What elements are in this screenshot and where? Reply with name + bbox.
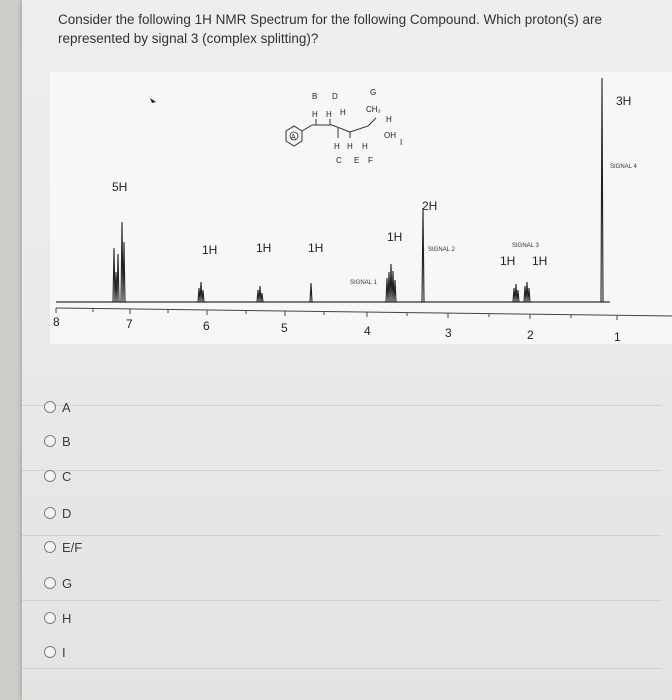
peak-1h-5ppm-a: [254, 286, 265, 302]
oh-group: OH: [384, 131, 396, 140]
option-label: B: [62, 433, 71, 449]
h-atom-5: H: [347, 142, 353, 151]
h-atom-2: H: [326, 110, 332, 119]
divider: [22, 470, 662, 471]
peak-signal-1: [384, 264, 398, 302]
integration-2h: 2H: [422, 199, 438, 213]
option-label: E/F: [62, 539, 83, 555]
integration-1h-d: 1H: [387, 230, 403, 244]
question-text: [58, 10, 658, 48]
label-a: A: [291, 134, 296, 141]
integration-1h-e: 1H: [500, 254, 516, 268]
signal-4-label: SIGNAL 4: [610, 164, 637, 170]
integration-1h-b: 1H: [256, 241, 272, 255]
tick-label-1: 1: [614, 330, 621, 344]
signal-1-label: SIGNAL 1: [350, 280, 377, 286]
tick-label-8: 8: [53, 315, 60, 329]
radio-button-icon[interactable]: [44, 401, 56, 413]
option-label: D: [62, 505, 72, 521]
ch3-group: CH₃: [366, 105, 381, 114]
h-atom-6: H: [362, 142, 368, 151]
label-b: B: [312, 92, 318, 101]
radio-button-icon[interactable]: [44, 507, 56, 519]
option-d[interactable]: [44, 502, 71, 524]
nmr-spectrum-figure: [50, 72, 672, 344]
radio-button-icon[interactable]: [44, 612, 56, 624]
h-atom-3: H: [340, 108, 346, 117]
option-label: I: [62, 644, 66, 660]
divider: [22, 600, 662, 601]
label-d: D: [332, 92, 338, 101]
option-c[interactable]: [44, 465, 71, 487]
integration-1h-c: 1H: [308, 241, 324, 255]
label-f: F: [368, 156, 373, 165]
peak-1h-6ppm: [195, 282, 207, 302]
divider: [22, 535, 662, 536]
integration-3h: 3H: [616, 94, 632, 108]
option-label: C: [62, 468, 72, 484]
label-g: G: [370, 88, 377, 97]
molecule-structure: [286, 88, 402, 165]
divider: [22, 405, 662, 406]
option-ef[interactable]: [44, 536, 82, 558]
tick-label-5: 5: [281, 321, 288, 335]
option-label: A: [62, 399, 71, 415]
radio-button-icon[interactable]: [44, 646, 56, 658]
peak-aromatic-5h: [110, 222, 127, 302]
radio-button-icon[interactable]: [44, 435, 56, 447]
option-label: H: [62, 610, 72, 626]
h-atom-g: H: [386, 115, 392, 124]
cursor-arrow-icon: [150, 98, 156, 103]
radio-button-icon[interactable]: [44, 541, 56, 553]
question-line-2: represented by signal 3 (complex splitting)?: [58, 31, 319, 46]
signal-3-label: SIGNAL 3: [512, 243, 539, 249]
option-b[interactable]: [44, 430, 71, 452]
integration-1h-f: 1H: [532, 254, 548, 268]
option-label: G: [62, 575, 73, 591]
peak-signal-4: [598, 78, 606, 302]
peak-1h-5ppm-b: [308, 283, 314, 302]
option-a[interactable]: [44, 396, 71, 418]
option-g[interactable]: [44, 572, 72, 594]
integration-5h: 5H: [112, 180, 128, 194]
peak-signal-2: [420, 208, 426, 302]
divider: [22, 668, 662, 669]
h-atom-1: H: [312, 110, 318, 119]
tick-label-7: 7: [126, 317, 133, 331]
integration-1h-a: 1H: [202, 243, 218, 257]
signal-2-label: SIGNAL 2: [428, 247, 455, 253]
tick-label-2: 2: [527, 328, 534, 342]
question-line-1: Consider the following 1H NMR Spectrum for the following Compound. Which proton(s) are: [58, 12, 602, 27]
label-c: C: [336, 156, 342, 165]
radio-button-icon[interactable]: [44, 577, 56, 589]
label-e: E: [354, 156, 360, 165]
tick-label-4: 4: [364, 324, 371, 338]
tick-label-6: 6: [203, 319, 210, 333]
tick-label-3: 3: [445, 326, 452, 340]
option-i[interactable]: [44, 641, 66, 663]
radio-button-icon[interactable]: [44, 470, 56, 482]
peak-signal-3: [510, 282, 533, 302]
option-h[interactable]: [44, 607, 71, 629]
x-axis: [56, 308, 672, 316]
h-atom-4: H: [334, 142, 340, 151]
nmr-spectrum: [50, 72, 672, 344]
label-i: I: [400, 138, 403, 147]
